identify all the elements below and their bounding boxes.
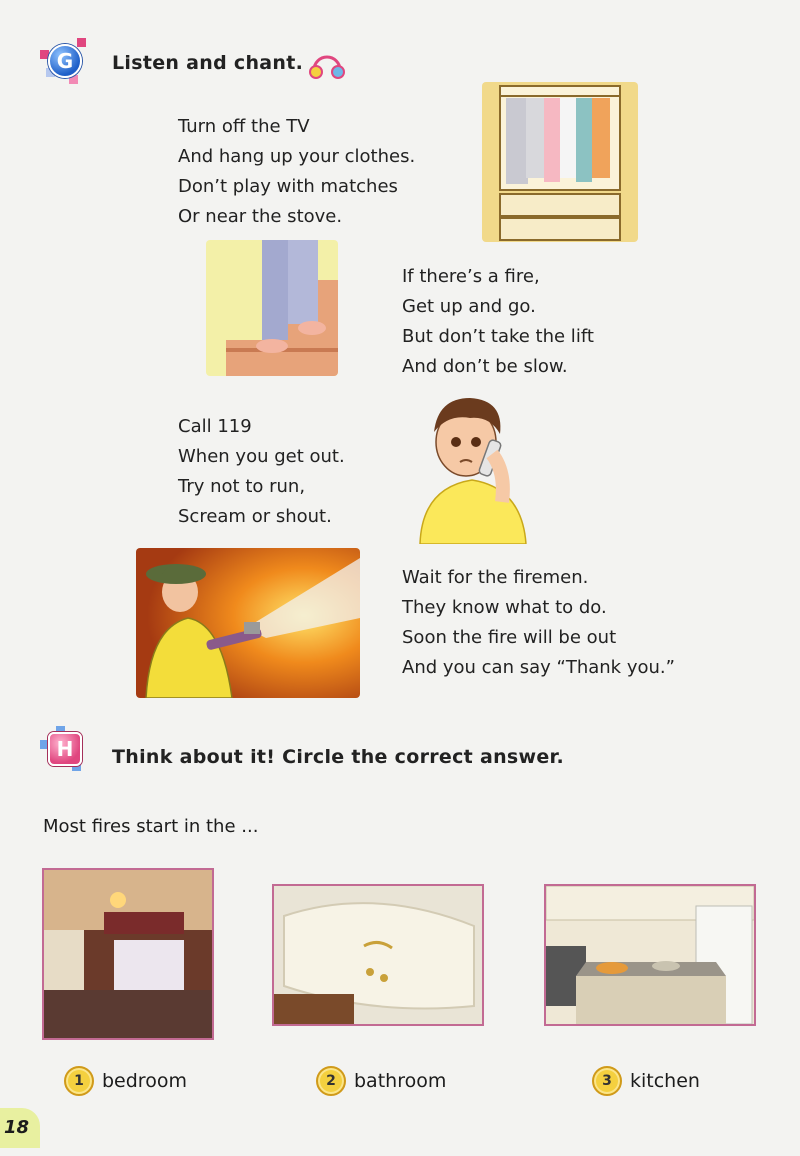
- stanza-4: [402, 563, 675, 683]
- headphones-icon: [308, 50, 346, 82]
- option-number-badge: 2: [316, 1066, 346, 1096]
- poem-line: When you get out.: [178, 446, 345, 467]
- section-h-badge: [40, 726, 86, 772]
- option-label: kitchen: [630, 1070, 700, 1092]
- poem-line: Try not to run,: [178, 476, 306, 497]
- poem-line: And you can say “Thank you.”: [402, 657, 675, 678]
- section-g-title: Listen and chant.: [112, 52, 304, 74]
- poem-line: Or near the stove.: [178, 206, 343, 227]
- stanza-3: [178, 412, 345, 532]
- bedroom-photo: [42, 868, 214, 1040]
- option-bedroom[interactable]: [64, 1066, 187, 1096]
- option-label: bedroom: [102, 1070, 187, 1092]
- section-g-badge: [40, 38, 86, 84]
- option-number-badge: 1: [64, 1066, 94, 1096]
- bathroom-photo: [272, 884, 484, 1026]
- poem-line: Don’t play with matches: [178, 176, 398, 197]
- poem-line: And don’t be slow.: [402, 356, 568, 377]
- section-h-title: Think about it! Circle the correct answer.: [112, 746, 565, 768]
- stanza-1: [178, 112, 415, 232]
- stanza-2: [402, 262, 594, 382]
- poem-line: But don’t take the lift: [402, 326, 594, 347]
- option-kitchen[interactable]: [592, 1066, 700, 1096]
- firefighter-illustration: [136, 548, 360, 698]
- poem-line: Call 119: [178, 416, 252, 437]
- poem-line: Scream or shout.: [178, 506, 332, 527]
- boy-phone-illustration: [414, 392, 530, 544]
- poem-line: They know what to do.: [402, 597, 607, 618]
- option-label: bathroom: [354, 1070, 447, 1092]
- question-prompt: Most fires start in the ...: [43, 816, 259, 837]
- poem-line: And hang up your clothes.: [178, 146, 416, 167]
- section-g-letter: G: [48, 44, 82, 78]
- poem-line: Wait for the firemen.: [402, 567, 589, 588]
- poem-line: Turn off the TV: [178, 116, 310, 137]
- poem-line: If there’s a fire,: [402, 266, 540, 287]
- wardrobe-illustration: [482, 82, 638, 242]
- stairs-illustration: [206, 240, 338, 376]
- option-bathroom[interactable]: [316, 1066, 446, 1096]
- page-number: 18: [0, 1108, 40, 1148]
- poem-line: Get up and go.: [402, 296, 536, 317]
- section-h-letter: H: [48, 732, 82, 766]
- kitchen-photo: [544, 884, 756, 1026]
- poem-line: Soon the fire will be out: [402, 627, 617, 648]
- option-number-badge: 3: [592, 1066, 622, 1096]
